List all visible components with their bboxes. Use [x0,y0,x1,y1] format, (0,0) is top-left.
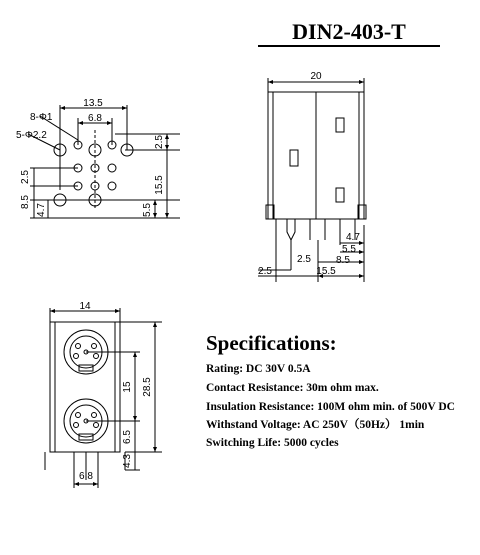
fp-width-top: 13.5 [83,98,103,109]
front-view [45,308,162,488]
specifications-heading: Specifications: [206,331,337,355]
footprint-arrows [60,106,169,218]
fp-right-main: 15.5 [154,175,165,195]
fp-right-top: 2.5 [154,135,165,149]
side-pin-c: 8.5 [336,255,350,266]
front-width: 14 [79,301,91,312]
side-bottom-c: 15.5 [316,266,336,277]
front-lower: 6.5 [122,430,133,444]
front-bottom: 6.8 [79,471,93,482]
fp-left-b: 8.5 [20,195,31,209]
part-number-title: DIN2-403-T [292,19,406,44]
front-pitch: 15 [122,381,133,393]
side-width: 20 [310,71,322,82]
spec-insulation-resistance: Insulation Resistance: 100M ohm min. of 500V DC [206,401,455,413]
side-pin-a: 4.7 [346,232,360,243]
fp-hole-large: 5-Φ2.2 [16,130,47,141]
fp-left-a: 2.5 [20,170,31,184]
front-height: 28.5 [142,377,153,397]
spec-rating: Rating: DC 30V 0.5A [206,363,311,375]
spec-withstand-voltage: Withstand Voltage: AC 250V（50Hz） 1min [206,419,425,431]
fp-left-c: 4.7 [36,203,47,217]
spec-contact-resistance: Contact Resistance: 30m ohm max. [206,382,379,394]
side-bottom-b: 2.5 [297,254,311,265]
fp-right-bot: 5.5 [142,203,153,217]
fp-hole-small: 8-Φ1 [30,112,53,123]
fp-pitch-top: 6.8 [88,113,102,124]
side-pin-b: 5.5 [342,244,356,255]
spec-switching-life: Switching Life: 5000 cycles [206,437,339,449]
side-bottom-a: 2.5 [258,266,272,277]
front-arrows [50,309,157,486]
front-pin-len: 4.3 [122,454,133,468]
